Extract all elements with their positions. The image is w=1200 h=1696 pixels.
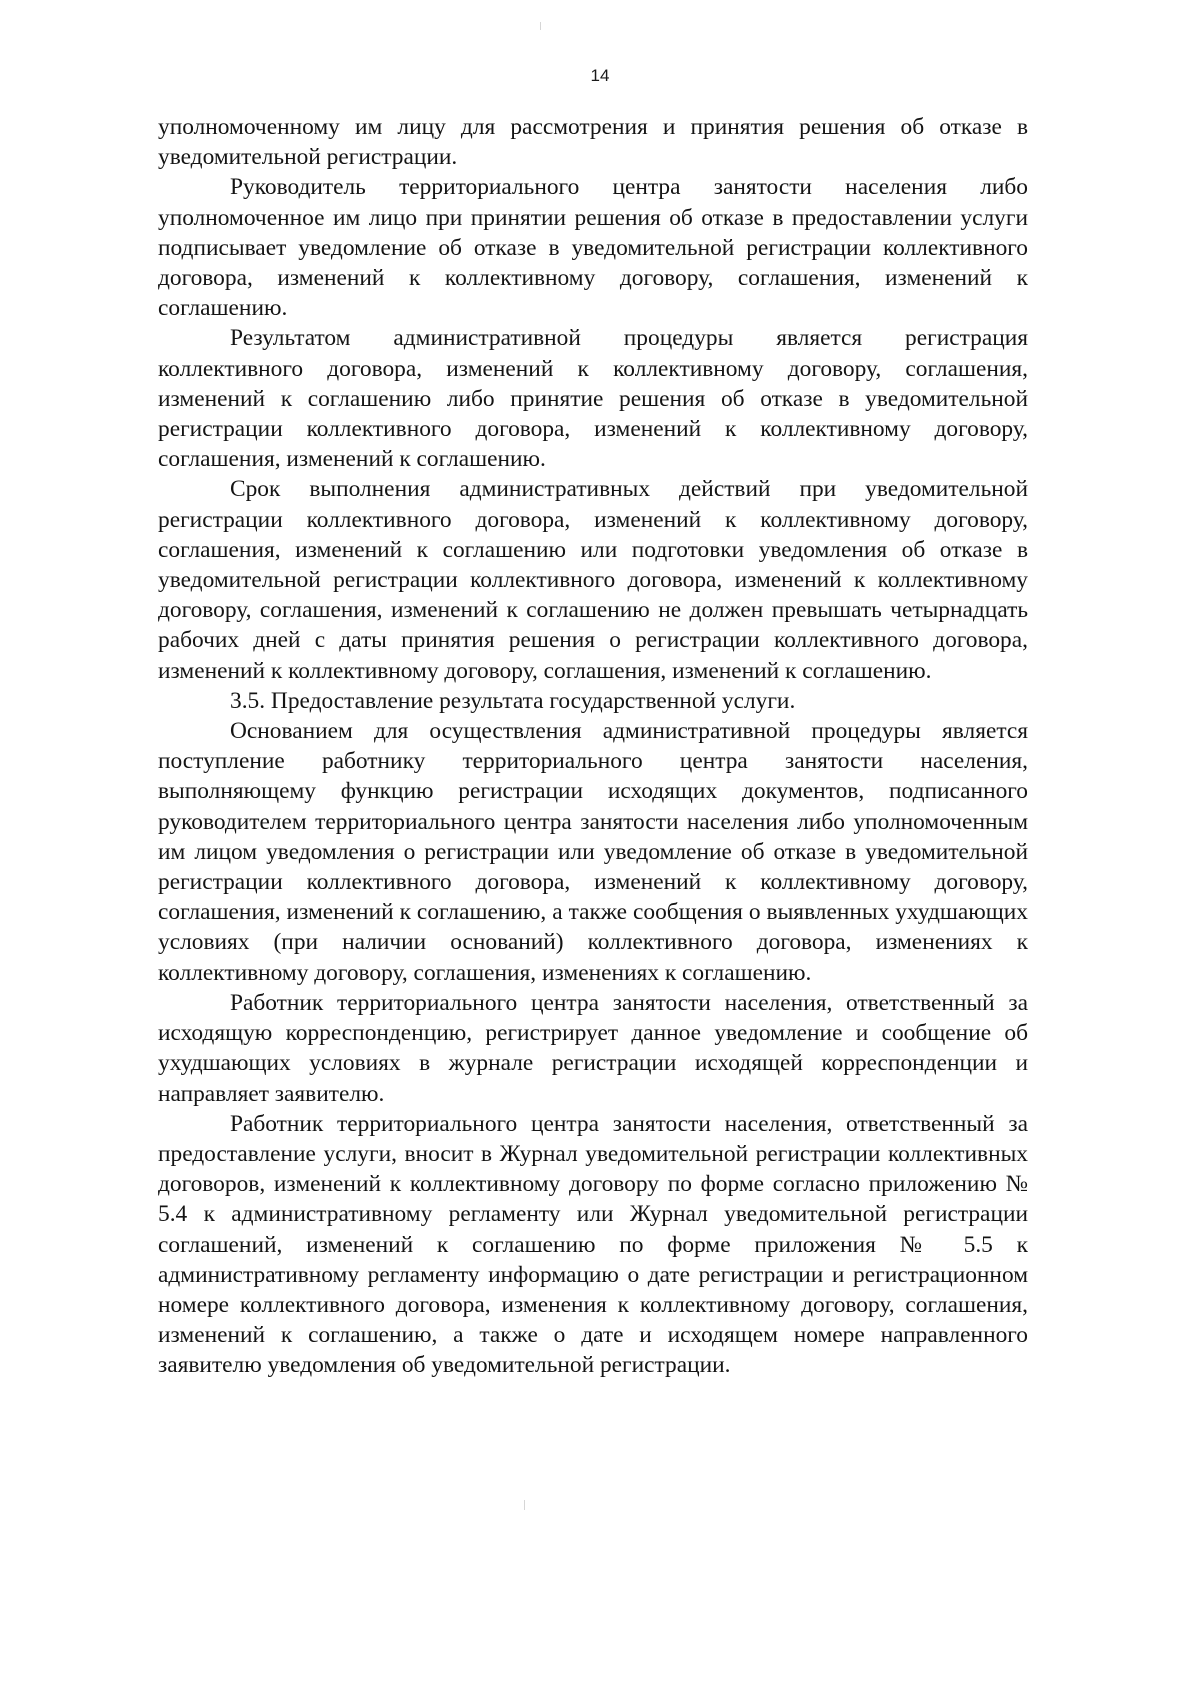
section-heading-3-5: 3.5. Предоставление результата государственной услуги.: [230, 687, 796, 714]
paragraph-refusal-notice: Руководитель территориального центра занятости населения либо уполномоченное им лицо при принятии решения об отказе в предоставлении услуги подписывает уведомление об отказе в уведомительной регистрации коллективного договора, изменений к коллективному договору, соглашения, изменений к соглашению.: [158, 174, 1028, 322]
paragraph-deadline: Срок выполнения административных действий при уведомительной регистрации коллективного договора, изменений к коллективному договору, соглашения, изменений к соглашению или подготовки уведомления об отказе в уведомительной регистрации коллективного договора, изменений к коллективному договору, соглашения, изменений к соглашению не должен превышать четырнадцать рабочих дней с даты принятия решения о регистрации коллективного договора, изменений к коллективному договору, соглашения, изменений к соглашению.: [158, 476, 1028, 684]
page-number: 14: [590, 66, 610, 85]
scan-artifact-top: [540, 22, 541, 30]
paragraph-journal-entry: Работник территориального центра занятости населения, ответственный за предоставление услуги, вносит в Журнал уведомительной регистрации коллективных договоров, изменений к коллективному договору по форме согласно приложению № 5.4 к административному регламенту или Журнал уведомительной регистрации соглашений, изменений к соглашению по форме приложения № 5.5 к административному регламенту информацию о дате регистрации и регистрационном номере коллективного договора, изменения к коллективному договору, соглашения, изменений к соглашению, а также о дате и исходящем номере направленного заявителю уведомления об уведомительной регистрации.: [158, 1110, 1028, 1379]
paragraph-procedure-result: Результатом административной процедуры является регистрация коллективного договора, изменений к коллективному договору, соглашения, изменений к соглашению либо принятие решения об отказе в уведомительной регистрации коллективного договора, изменений к коллективному договору, соглашения, изменений к соглашению.: [158, 325, 1028, 473]
paragraph-outgoing-registration: Работник территориального центра занятости населения, ответственный за исходящую корреспонденцию, регистрирует данное уведомление и сообщение об ухудшающих условиях в журнале регистрации исходящей корреспонденции и направляет заявителю.: [158, 989, 1028, 1107]
document-body: [158, 112, 1028, 1381]
paragraph-procedure-basis: Основанием для осуществления административной процедуры является поступление работнику территориального центра занятости населения, выполняющему функцию регистрации исходящих документов, подписанного руководителем территориального центра занятости населения либо уполномоченным им лицом уведомления о регистрации или уведомление об отказе в уведомительной регистрации коллективного договора, изменений к коллективному договору, соглашения, изменений к соглашению, а также сообщения о выявленных ухудшающих условиях (при наличии оснований) коллективного договора, изменениях к коллективному договору, соглашения, изменениях к соглашению.: [158, 718, 1028, 986]
scan-artifact-bottom: [524, 1500, 525, 1510]
paragraph-continuation: уполномоченному им лицу для рассмотрения и принятия решения об отказе в уведомительной регистрации.: [158, 114, 1028, 171]
